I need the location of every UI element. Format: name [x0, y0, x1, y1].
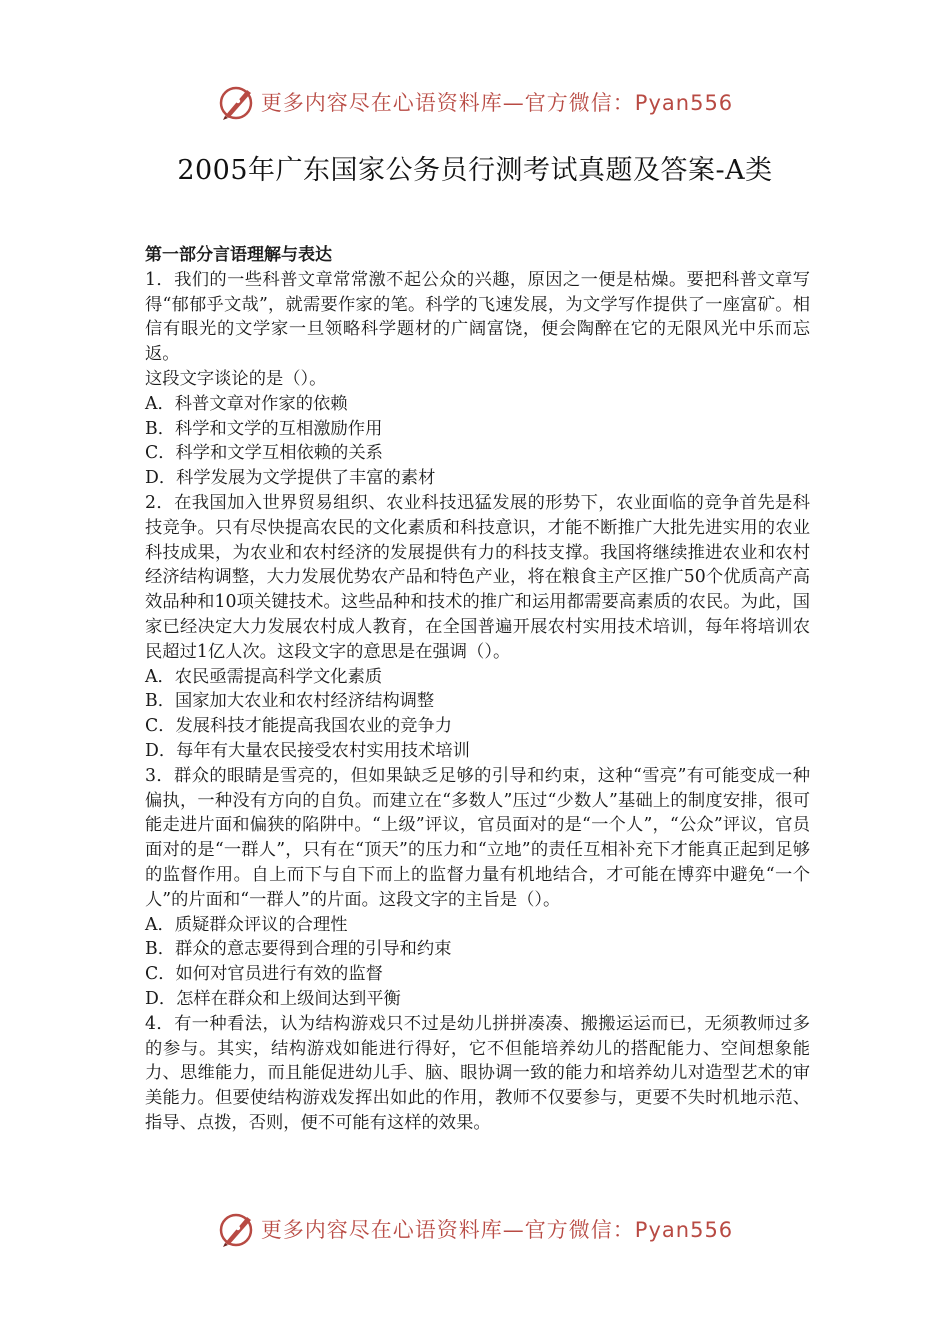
question-4-stem: 4．有一种看法，认为结构游戏只不过是幼儿拼拼凑凑、搬搬运运而已，无须教师过多的参与。其实，结构游戏如能进行得好，它不但能培养幼儿的搭配能力、空间想象能力、思维能力，而且能促进幼儿手、脑、眼协调一致的能力和培养幼儿对造型艺术的审美能力。但要使结构游戏发挥出如此的作用，教师不仅要参与，更要不失时机地示范、指导、点拨，否则，便不可能有这样的效果。 [145, 1013, 810, 1133]
question-2-option-d: D．每年有大量农民接受农村实用技术培训 [145, 740, 470, 761]
question-3-stem: 3．群众的眼睛是雪亮的，但如果缺乏足够的引导和约束，这种“雪亮”有可能变成一种偏执，一种没有方向的自负。而建立在“多数人”压过“少数人”基础上的制度安排，很可能走进片面和偏狭的陷阱中。“上级”评议，官员面对的是“一个人”，“公众”评议，官员面对的是“一群人”，只有在“顶天”的压力和“立地”的责任互相补充下才能真正起到足够的监督作用。自上而下与自下而上的监督力量有机地结合，才可能在博弈中避免“一个人”的片面和“一群人”的片面。这段文字的主旨是（）。 [145, 765, 810, 910]
question-1-stem: 1．我们的一些科普文章常常激不起公众的兴趣，原因之一便是枯燥。要把科普文章写得“郁郁乎文哉”，就需要作家的笔。科学的飞速发展，为文学写作提供了一座富矿。相信有眼光的文学家一旦领略科学题材的广阔富饶，便会陶醉在它的无限风光中乐而忘返。 [145, 269, 810, 365]
footer-banner-text: 更多内容尽在心语资料库—官方微信：Pyan556 [260, 1218, 734, 1242]
question-2-stem: 2．在我国加入世界贸易组织、农业科技迅猛发展的形势下，农业面临的竞争首先是科技竞争。只有尽快提高农民的文化素质和科技意识，才能不断推广大批先进实用的农业科技成果，为农业和农村经济的发展提供有力的科技支撑。我国将继续推进农业和农村经济结构调整，大力发展优势农产品和特色产业，将在粮食主产区推广50个优质高产高效品种和10项关键技术。这些品种和技术的推广和运用都需要高素质的农民。为此，国家已经决定大力发展农村成人教育，在全国普遍开展农村实用技术培训，每年将培训农民超过1亿人次。这段文字的意思是在强调（）。 [145, 492, 810, 662]
pen-logo-icon [217, 1209, 257, 1249]
question-1-option-b: B．科学和文学的互相激励作用 [145, 418, 383, 439]
question-2-option-b: B．国家加大农业和农村经济结构调整 [145, 691, 435, 712]
question-3-option-a: A．质疑群众评议的合理性 [145, 914, 348, 935]
header-banner [0, 82, 950, 122]
document-body [145, 243, 810, 1136]
section-title: 第一部分言语理解与表达 [145, 245, 332, 265]
question-3-option-b: B．群众的意志要得到合理的引导和约束 [145, 939, 452, 960]
footer-banner [0, 1209, 950, 1249]
question-1-option-a: A．科普文章对作家的依赖 [145, 393, 348, 414]
question-3-option-d: D．怎样在群众和上级间达到平衡 [145, 988, 401, 1009]
pen-logo-icon [217, 82, 257, 122]
question-1-option-c: C．科学和文学互相依赖的关系 [145, 443, 383, 464]
question-3-option-c: C．如何对官员进行有效的监督 [145, 964, 383, 985]
question-1-option-d: D．科学发展为文学提供了丰富的素材 [145, 468, 436, 489]
question-2-option-c: C．发展科技才能提高我国农业的竞争力 [145, 716, 453, 737]
question-1-prompt: 这段文字谈论的是（）。 [145, 368, 327, 389]
document-title: 2005年广东国家公务员行测考试真题及答案-A类 [177, 155, 773, 186]
header-banner-text: 更多内容尽在心语资料库—官方微信：Pyan556 [260, 91, 734, 115]
question-2-option-a: A．农民亟需提高科学文化素质 [145, 666, 383, 687]
